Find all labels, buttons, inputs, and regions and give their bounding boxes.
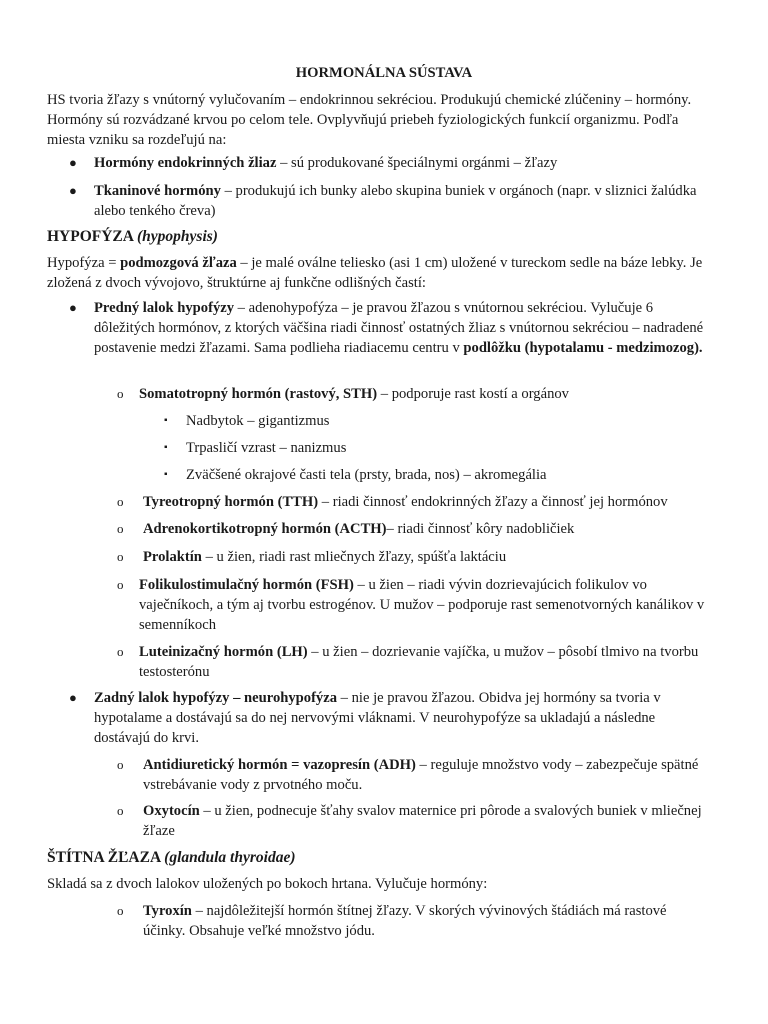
- heading-main: ŠTÍTNA ŽĽAZA: [47, 849, 161, 866]
- sub-bullet-marker: o: [117, 644, 124, 659]
- document-title: HORMONÁLNA SÚSTAVA: [295, 65, 473, 81]
- square-bullet-marker: ▪: [164, 442, 168, 453]
- term: podlôžku (hypotalamu - medzimozog).: [463, 340, 703, 356]
- list-item-back-lobe: [94, 688, 708, 748]
- term: Antidiuretický hormón = vazopresín (ADH): [143, 757, 416, 773]
- definition: – u žien – riadi vývin dozrievajúcich folikulov vo vaječníkoch, a tým aj tvorbu estrogénov. U mužov – podporuje rast semenotvorných kanálikov v semenníkoch: [139, 577, 705, 633]
- definition: – nie je pravou žľazou. Obidva jej hormóny sa tvoria v hypotalame a dostávajú sa do nej nervovými vláknami. V neurohypofýze sa ukladajú a následne dostávajú do krvi.: [94, 690, 661, 746]
- hormone-prolactin: [143, 547, 708, 567]
- list-item-endocrine: [94, 153, 708, 173]
- sub-bullet-marker: o: [117, 757, 124, 772]
- hormone-adh: [143, 755, 708, 795]
- text: Hypofýza =: [47, 255, 121, 271]
- term: Tyroxín: [143, 903, 192, 919]
- definition: – podporuje rast kostí a orgánov: [377, 386, 569, 402]
- list-item-tissue: [94, 181, 708, 221]
- term: Folikulostimulačný hormón (FSH): [139, 577, 354, 593]
- sub-bullet-marker: o: [117, 903, 124, 918]
- bullet-marker: ●: [69, 183, 77, 198]
- term: Tkaninové hormóny: [94, 183, 221, 199]
- definition: – sú produkované špeciálnymi orgánmi – žľazy: [276, 155, 558, 171]
- heading-main: HYPOFÝZA: [47, 228, 134, 245]
- definition: – produkujú ich bunky alebo skupina buniek v orgánoch (napr. v sliznici žalúdka alebo tenkého čreva): [94, 183, 697, 219]
- term: Prolaktín: [143, 549, 202, 565]
- term: Oxytocín: [143, 803, 200, 819]
- term: Somatotropný hormón (rastový, STH): [139, 386, 378, 402]
- definition: – adenohypofýza – je pravou žľazou s vnútornou sekréciou. Vylučuje 6 dôležitých hormónov, z ktorých väčšina riadi činnosť ostatných žliaz s vnútornou sekréciou – nadradené postavenie medzi žľazami. Sama podlieha riadiacemu centru v: [94, 300, 704, 356]
- sth-effect-item: Nadbytok – gigantizmus: [186, 413, 330, 429]
- sth-effect-item: Zväčšené okrajové časti tela (prsty, brada, nos) – akromegália: [186, 467, 547, 483]
- hormone-oxytocin: [143, 801, 708, 841]
- sub-bullet-marker: o: [117, 494, 124, 509]
- sub-bullet-marker: o: [117, 803, 124, 818]
- square-bullet-marker: ▪: [164, 415, 168, 426]
- definition: – riadi činnosť endokrinných žľazy a činnosť jej hormónov: [318, 494, 668, 510]
- text: – je malé oválne teliesko (asi 1 cm) uložené v tureckom sedle na báze lebky. Je zložená z dvoch vývojovo, štruktúrne aj funkčne odlišných častí:: [47, 255, 703, 291]
- hormone-sth: [139, 384, 708, 404]
- term: Luteinizačný hormón (LH): [139, 644, 308, 660]
- hormone-lh: [139, 642, 708, 682]
- definition: – riadi činnosť kôry nadobličiek: [386, 521, 575, 537]
- section-heading-hypophysis: [47, 227, 218, 247]
- definition: – u žien, riadi rast mliečnych žľazy, spúšťa laktáciu: [201, 549, 507, 565]
- term: Predný lalok hypofýzy: [94, 300, 235, 316]
- term: podmozgová žľaza: [120, 255, 237, 271]
- sub-bullet-marker: o: [117, 577, 124, 592]
- bullet-marker: ●: [69, 690, 77, 705]
- definition: – u žien – dozrievanie vajíčka, u mužov – pôsobí tlmivo na tvorbu testosterónu: [139, 644, 699, 680]
- definition: – u žien, podnecuje šťahy svalov maternice pri pôrode a svalových buniek v mliečnej žľaze: [143, 803, 702, 839]
- bullet-marker: ●: [69, 155, 77, 170]
- list-item-front-lobe: [94, 298, 708, 358]
- definition: – najdôležitejší hormón štítnej žľazy. V skorých vývinových štádiách má rastové účinky. Obsahuje veľké množstvo jódu.: [143, 903, 667, 939]
- sub-bullet-marker: o: [117, 386, 124, 401]
- intro-paragraph: HS tvoria žľazy s vnútorný vylučovaním – endokrinnou sekréciou. Produkujú chemické zlúčeniny – hormóny. Hormóny sú rozvádzané krvou po celom tele. Ovplyvňujú priebeh fyziologických funkcií organizmu. Podľa miesta vzniku sa rozdeľujú na:: [47, 92, 692, 148]
- heading-latin: (hypophysis): [137, 228, 218, 245]
- term: Hormóny endokrinných žliaz: [94, 155, 277, 171]
- sth-effect-item: Trpasličí vzrast – nanizmus: [186, 440, 347, 456]
- hormone-thyroxine: [143, 901, 708, 941]
- bullet-marker: ●: [69, 300, 77, 315]
- definition: – reguluje množstvo vody – zabezpečuje spätné vstrebávanie vody z prvotného moču.: [143, 757, 699, 793]
- term: Adrenokortikotropný hormón (ACTH): [143, 521, 387, 537]
- sub-bullet-marker: o: [117, 549, 124, 564]
- heading-latin: (glandula thyroidae): [164, 849, 296, 866]
- term: Tyreotropný hormón (TTH): [143, 494, 319, 510]
- hypophysis-intro: [47, 253, 708, 293]
- sub-bullet-marker: o: [117, 521, 124, 536]
- hormone-acth: [143, 519, 708, 539]
- section-heading-thyroid: [47, 848, 296, 868]
- thyroid-intro: Skladá sa z dvoch lalokov uložených po bokoch hrtana. Vylučuje hormóny:: [47, 876, 488, 892]
- square-bullet-marker: ▪: [164, 469, 168, 480]
- hormone-tth: [143, 492, 708, 512]
- term: Zadný lalok hypofýzy – neurohypofýza: [94, 690, 338, 706]
- hormone-fsh: [139, 575, 708, 635]
